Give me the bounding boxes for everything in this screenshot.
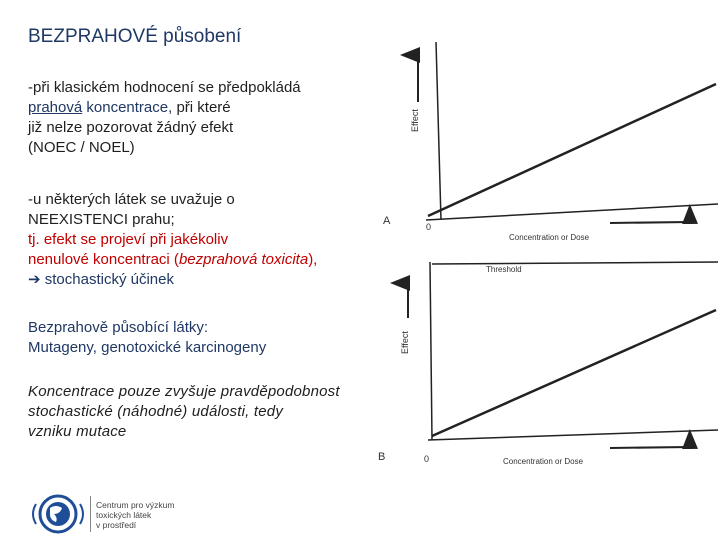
graph-b-y-label: Effect <box>400 331 410 354</box>
graph-a-x-axis <box>426 204 718 220</box>
graph-b-panel-label: B <box>378 451 386 463</box>
graph-b-threshold-line <box>432 262 718 264</box>
p4-line1: Koncentrace pouze zvyšuje pravděpodobnost <box>28 383 340 400</box>
p2-l4b: bezprahová toxicita <box>178 251 309 268</box>
graph-a-x-arrow <box>610 222 690 223</box>
graph-a-x-label: Concentration or Dose <box>509 233 590 242</box>
graph-b-x-arrow <box>610 447 690 448</box>
p4-line2: stochastické (náhodné) události, tedy <box>28 403 284 420</box>
p1-line3: již nelze pozorovat žádný efekt <box>28 119 234 136</box>
logo-line2: toxických látek <box>96 510 152 520</box>
p1-line4: (NOEC / NOEL) <box>28 139 135 156</box>
arrow-right-icon: ➔ <box>28 271 41 288</box>
logo-line1: Centrum pro výzkum <box>96 500 175 510</box>
p1-koncentrace: koncentrace, <box>82 99 173 116</box>
p3-line2: Mutageny, genotoxické karcinogeny <box>28 339 267 356</box>
graph-b-origin: 0 <box>424 454 430 464</box>
graph-a-response-line <box>428 84 716 216</box>
slide-title: BEZPRAHOVÉ působení <box>28 26 242 47</box>
recetox-logo-icon <box>33 496 83 532</box>
p2-l4a: nenulové koncentraci ( <box>28 251 179 268</box>
p2-line1: -u některých látek se uvažuje o <box>28 191 235 208</box>
graph-b-threshold-label: Threshold <box>486 265 522 274</box>
graph-a-top-axis <box>436 42 441 220</box>
graph-b-response-line <box>432 310 716 436</box>
graph-a-origin: 0 <box>426 222 432 232</box>
graph-a-panel-label: A <box>383 215 391 227</box>
graph-b-top-axis <box>430 262 432 440</box>
graph-a-y-label: Effect <box>410 109 420 132</box>
p1-line1: -při klasickém hodnocení se předpokládá <box>28 79 301 96</box>
p1-prahova: prahová <box>28 99 83 116</box>
graph-b <box>378 262 718 466</box>
p2-line2: NEEXISTENCI prahu; <box>28 211 175 228</box>
p2-line3: tj. efekt se projeví při jakékoliv <box>28 231 229 248</box>
logo-text <box>96 500 174 530</box>
logo-separator <box>90 496 91 532</box>
p2-l5: stochastický účinek <box>40 271 174 288</box>
p1-pri-ktere: při které <box>172 99 231 116</box>
p3-line1: Bezprahově působící látky: <box>28 319 209 336</box>
graph-b-x-axis <box>428 430 718 440</box>
p4-line3: vzniku mutace <box>28 423 127 440</box>
graph-a <box>383 42 718 242</box>
graph-b-x-label: Concentration or Dose <box>503 457 584 466</box>
logo-line3: v prostředí <box>96 520 137 530</box>
p2-l4c: ), <box>308 251 318 268</box>
